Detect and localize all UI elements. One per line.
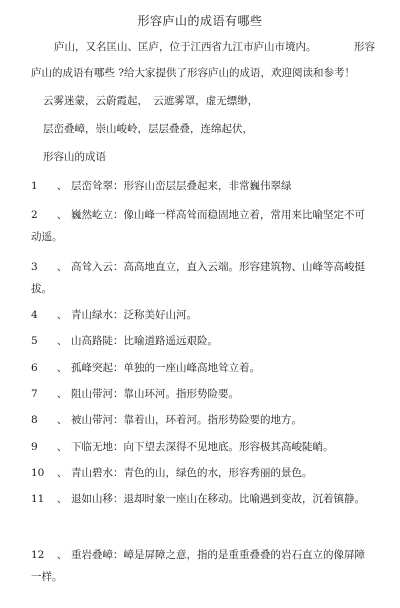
page-title: 形容庐山的成语有哪些 bbox=[137, 14, 263, 28]
idiom-number: 11 bbox=[31, 493, 45, 505]
idiom-text: 层峦耸翠：形容山峦层层叠起来，非常巍伟翠绿 bbox=[71, 180, 292, 192]
idiom-separator: 、 bbox=[56, 414, 68, 426]
idiom-number: 12 bbox=[31, 549, 45, 561]
idiom-item-2 bbox=[31, 204, 371, 248]
description-line-2: 层峦叠嶂，崇山峻岭，层层叠叠，连绵起伏， bbox=[43, 123, 253, 135]
idiom-text: 退如山移：退却时象一座山在移动。比喻遇到变故，沉着镇静。 bbox=[71, 493, 365, 505]
idiom-text: 青山碧水：青色的山，绿色的水，形容秀丽的景色。 bbox=[71, 467, 313, 479]
idiom-text: 下临无地：向下望去深得不见地底。形容极其高峻陡峭。 bbox=[71, 441, 334, 453]
idiom-item-1 bbox=[31, 175, 371, 197]
idiom-item-6 bbox=[31, 357, 371, 379]
idiom-number: 1 bbox=[31, 180, 38, 192]
idiom-item-9 bbox=[31, 436, 371, 458]
idiom-number: 7 bbox=[31, 388, 38, 400]
idiom-text: 巍然屹立：像山峰一样高耸而稳固地立着，常用来比喻坚定不可动遥。 bbox=[31, 209, 365, 243]
idiom-number: 10 bbox=[31, 467, 45, 479]
idiom-item-11 bbox=[31, 488, 371, 510]
idiom-number: 2 bbox=[31, 209, 38, 221]
idiom-separator: 、 bbox=[56, 493, 68, 505]
idiom-item-4 bbox=[31, 304, 371, 326]
intro-line-1: 庐山，又名匡山、匡庐，位于江西省九江市庐山市境内。 bbox=[54, 41, 317, 53]
idiom-separator: 、 bbox=[56, 467, 68, 479]
idiom-item-8 bbox=[31, 409, 371, 431]
intro-line-1-tail: 形容 bbox=[354, 41, 375, 53]
idiom-number: 8 bbox=[31, 414, 38, 426]
idiom-separator: 、 bbox=[56, 261, 68, 273]
idiom-number: 3 bbox=[31, 261, 38, 273]
idiom-separator: 、 bbox=[56, 180, 68, 192]
idiom-text: 孤峰突起：单独的一座山峰高地耸立着。 bbox=[71, 362, 260, 374]
idiom-text: 高耸入云：高高地直立，直入云端。形容建筑物、山峰等高峻挺拔。 bbox=[31, 261, 365, 295]
intro-line-2: 庐山的成语有哪些 ?给大家提供了形容庐山的成语，欢迎阅读和参考！ bbox=[31, 67, 355, 79]
description-line-1: 云雾迷蒙，云蔚霞起， 云遮雾罩，虚无缥缈， bbox=[43, 95, 259, 107]
idiom-text: 被山带河：靠着山，环着河。指形势险要的地方。 bbox=[71, 414, 302, 426]
idiom-text: 青山绿水：泛称美好山河。 bbox=[71, 309, 197, 321]
idiom-text: 重岩叠嶂：嶂是屏障之意，指的是重重叠叠的岩石直立的像屏障一样。 bbox=[31, 549, 365, 583]
idiom-number: 5 bbox=[31, 335, 38, 347]
idiom-item-10 bbox=[31, 462, 371, 484]
idiom-number: 6 bbox=[31, 362, 38, 374]
idiom-item-5 bbox=[31, 330, 371, 352]
idiom-separator: 、 bbox=[56, 209, 68, 221]
idiom-separator: 、 bbox=[56, 388, 68, 400]
idiom-text: 阻山带河：靠山环河。指形势险要。 bbox=[71, 388, 239, 400]
idiom-item-3 bbox=[31, 256, 371, 300]
idiom-number: 4 bbox=[31, 309, 38, 321]
idiom-text: 山高路陡：比喻道路遥远艰险。 bbox=[71, 335, 218, 347]
idiom-item-12 bbox=[31, 544, 371, 588]
idiom-separator: 、 bbox=[56, 362, 68, 374]
idiom-separator: 、 bbox=[56, 549, 68, 561]
idiom-number: 9 bbox=[31, 441, 38, 453]
idiom-separator: 、 bbox=[56, 309, 68, 321]
idiom-item-7 bbox=[31, 383, 371, 405]
section-subheading: 形容山的成语 bbox=[43, 151, 106, 163]
idiom-separator: 、 bbox=[56, 441, 68, 453]
idiom-separator: 、 bbox=[56, 335, 68, 347]
